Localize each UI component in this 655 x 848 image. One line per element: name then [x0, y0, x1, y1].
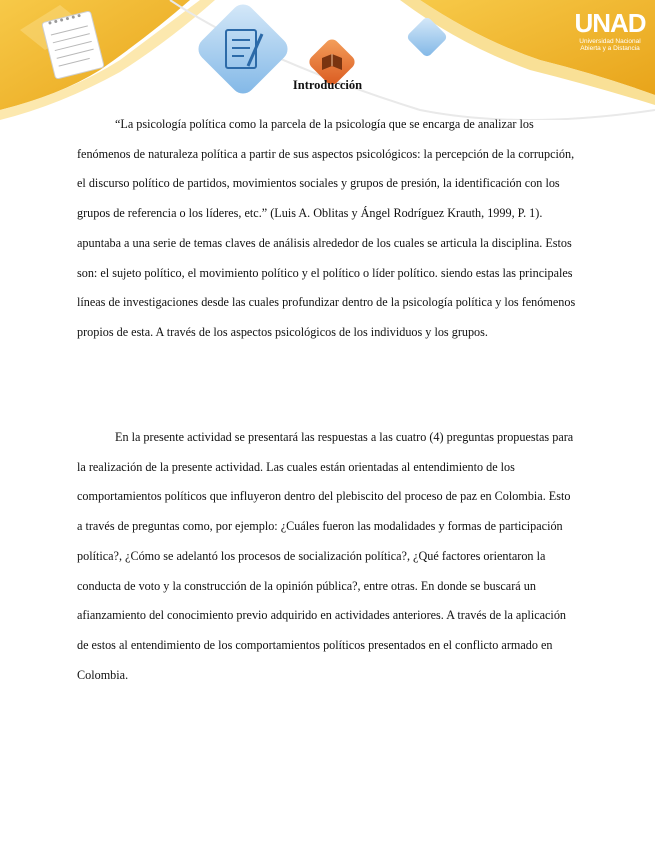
- paragraph-1: [77, 110, 577, 348]
- paragraph-2-text: En la presente actividad se presentará las respuestas a las cuatro (4) preguntas propuestas para la realización de la presente actividad. Las cuales están orientadas al entendimiento de los comportamientos políticos que influyeron dentro del plebiscito del proceso de paz en Colombia. Esto a través de preguntas como, por ejemplo: ¿Cuáles fueron las modalidades y formas de participación política?, ¿Cómo se adelantó los procesos de socialización política?, ¿Qué factores orientaron la conducta de voto y la construcción de la opinión pública?, entre otras. En donde se buscará un afianzamiento del conocimiento previo adquirido en actividades anteriores. A través de la aplicación de estos al entendimiento de los comportamientos políticos presentados en el conflicto armado en Colombia.: [77, 430, 574, 682]
- logo-name: UNAD: [574, 8, 646, 38]
- paragraph-1-text: “La psicología política como la parcela de la psicología que se encarga de analizar los fenómenos de naturaleza política a partir de sus aspectos psicológicos: la percepción de la corrupción, el discurso político de partidos, movimientos sociales y grupos de presión, la identificación con los grupos de referencia o los líderes, etc.” (Luis A. Oblitas y Ángel Rodríguez Krauth, 1999, P. 1). apuntaba a una serie de temas claves de análisis alrededor de los cuales se articula la disciplina. Estos son: el sujeto político, el movimiento político y el político o líder político. siendo estas las principales líneas de investigaciones desde las cuales profundizar dentro de la psicología política y los fenómenos propios de esta. A través de los aspectos psicológicos de los individuos y los grupos.: [77, 117, 576, 339]
- paragraph-2: [77, 423, 577, 690]
- unad-logo: [573, 8, 647, 68]
- document-title-text: Introducción: [292, 78, 363, 92]
- logo-subtitle-1: Universidad Nacional: [579, 38, 641, 45]
- logo-subtitle-2: Abierta y a Distancia: [580, 45, 640, 52]
- header-banner: [0, 0, 655, 120]
- document-title: [0, 78, 655, 93]
